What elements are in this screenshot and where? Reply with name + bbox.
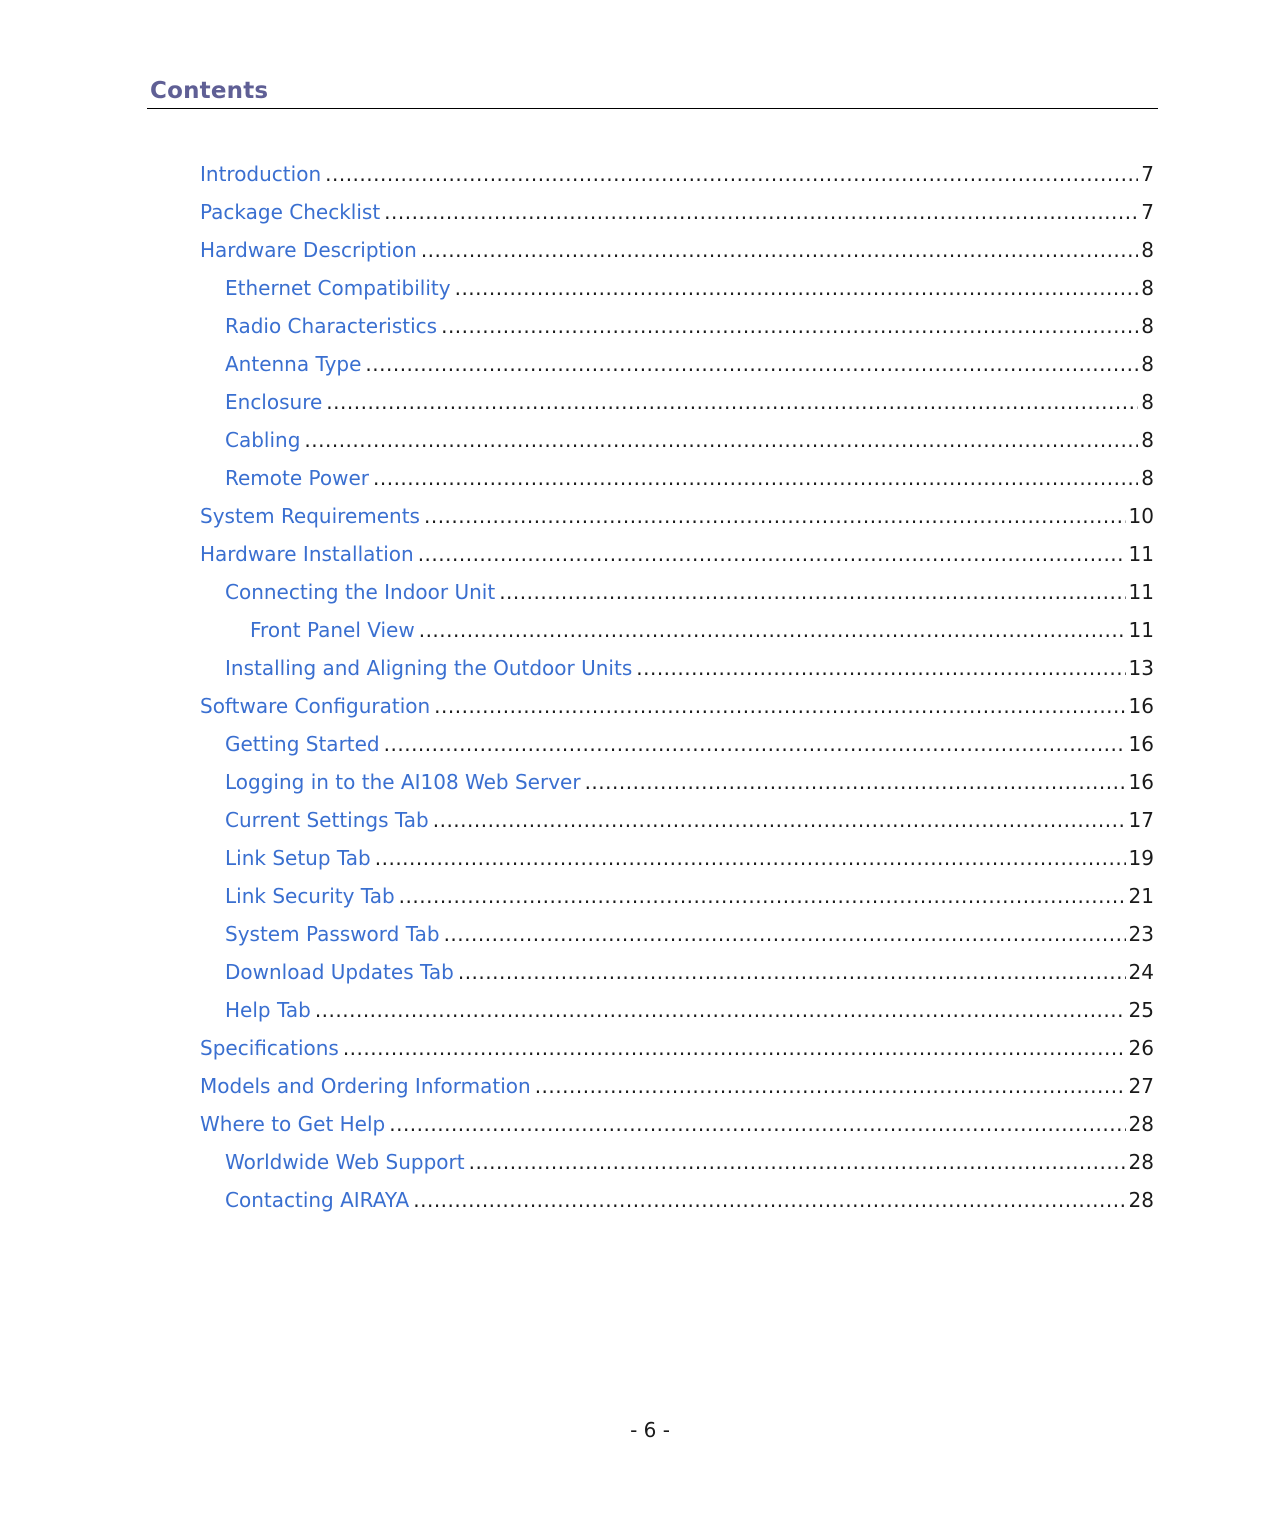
toc-dot-leader [413, 1188, 1125, 1212]
toc-dot-leader [325, 162, 1138, 186]
toc-entry[interactable] [225, 808, 1154, 846]
toc-entry-title[interactable]: Cabling [225, 428, 301, 452]
toc-entry-page: 13 [1128, 656, 1154, 680]
toc-entry-page: 28 [1128, 1112, 1154, 1136]
toc-entry-page: 10 [1128, 504, 1154, 528]
toc-entry-page: 8 [1141, 314, 1154, 338]
toc-entry[interactable] [225, 998, 1154, 1036]
toc-dot-leader [458, 960, 1126, 984]
toc-dot-leader [419, 618, 1126, 642]
toc-dot-leader [418, 542, 1126, 566]
toc-entry[interactable] [225, 1150, 1154, 1188]
toc-entry-page: 16 [1128, 732, 1154, 756]
toc-entry-page: 23 [1128, 922, 1154, 946]
toc-entry-page: 8 [1141, 466, 1154, 490]
page-number: - 6 - [630, 1418, 670, 1442]
heading-rule [147, 108, 1158, 109]
toc-entry[interactable] [225, 732, 1154, 770]
toc-entry[interactable] [225, 390, 1154, 428]
toc-dot-leader [326, 390, 1138, 414]
toc-entry-page: 28 [1128, 1188, 1154, 1212]
toc-entry[interactable] [200, 504, 1154, 542]
toc-dot-leader [444, 922, 1126, 946]
toc-entry-page: 8 [1141, 428, 1154, 452]
toc-entry-page: 8 [1141, 238, 1154, 262]
toc-entry-title[interactable]: Download Updates Tab [225, 960, 454, 984]
toc-entry[interactable] [200, 1036, 1154, 1074]
toc-entry[interactable] [225, 580, 1154, 618]
toc-entry[interactable] [200, 1074, 1154, 1112]
toc-dot-leader [375, 846, 1126, 870]
toc-entry-page: 7 [1141, 200, 1154, 224]
toc-entry[interactable] [225, 656, 1154, 694]
toc-entry-title[interactable]: Hardware Description [200, 238, 417, 262]
toc-entry-page: 11 [1128, 580, 1154, 604]
toc-entry-title[interactable]: Worldwide Web Support [225, 1150, 465, 1174]
toc-dot-leader [343, 1036, 1126, 1060]
table-of-contents [0, 162, 1275, 1226]
toc-dot-leader [365, 352, 1138, 376]
toc-entry-page: 19 [1128, 846, 1154, 870]
toc-entry-page: 21 [1128, 884, 1154, 908]
toc-entry[interactable] [200, 694, 1154, 732]
toc-entry-title[interactable]: Models and Ordering Information [200, 1074, 531, 1098]
toc-dot-leader [499, 580, 1125, 604]
toc-entry-title[interactable]: Link Security Tab [225, 884, 395, 908]
toc-entry-title[interactable]: Link Setup Tab [225, 846, 371, 870]
toc-entry-page: 28 [1128, 1150, 1154, 1174]
toc-entry-title[interactable]: Where to Get Help [200, 1112, 386, 1136]
toc-entry-title[interactable]: Hardware Installation [200, 542, 414, 566]
toc-dot-leader [535, 1074, 1126, 1098]
toc-entry-page: 8 [1141, 390, 1154, 414]
toc-entry-page: 25 [1128, 998, 1154, 1022]
toc-entry-title[interactable]: Specifications [200, 1036, 339, 1060]
toc-dot-leader [434, 694, 1125, 718]
toc-entry[interactable] [225, 314, 1154, 352]
toc-entry[interactable] [225, 884, 1154, 922]
toc-entry-page: 11 [1128, 542, 1154, 566]
toc-entry-page: 11 [1128, 618, 1154, 642]
toc-entry-page: 17 [1128, 808, 1154, 832]
toc-entry-title[interactable]: Connecting the Indoor Unit [225, 580, 496, 604]
toc-entry-title[interactable]: Enclosure [225, 390, 323, 414]
toc-entry-page: 16 [1128, 694, 1154, 718]
toc-entry[interactable] [225, 1188, 1154, 1226]
toc-entry[interactable] [200, 162, 1154, 200]
toc-entry[interactable] [225, 960, 1154, 998]
toc-entry-title[interactable]: Getting Started [225, 732, 380, 756]
toc-dot-leader [455, 276, 1139, 300]
toc-entry-page: 16 [1128, 770, 1154, 794]
toc-entry-page: 8 [1141, 352, 1154, 376]
toc-entry-page: 26 [1128, 1036, 1154, 1060]
toc-entry[interactable] [250, 618, 1154, 656]
toc-entry[interactable] [225, 846, 1154, 884]
toc-dot-leader [636, 656, 1125, 680]
toc-entry-title[interactable]: Radio Characteristics [225, 314, 438, 338]
toc-entry-title[interactable]: Current Settings Tab [225, 808, 429, 832]
toc-entry-page: 7 [1141, 162, 1154, 186]
toc-dot-leader [373, 466, 1138, 490]
toc-dot-leader [424, 504, 1126, 528]
toc-dot-leader [399, 884, 1126, 908]
toc-entry[interactable] [200, 200, 1154, 238]
toc-entry-title[interactable]: Front Panel View [250, 618, 415, 642]
toc-entry[interactable] [225, 922, 1154, 960]
toc-entry-page: 24 [1128, 960, 1154, 984]
toc-dot-leader [304, 428, 1138, 452]
toc-entry-title[interactable]: Help Tab [225, 998, 311, 1022]
toc-entry-title[interactable]: Ethernet Compatibility [225, 276, 451, 300]
page-heading: Contents [150, 78, 269, 104]
toc-dot-leader [389, 1112, 1125, 1136]
toc-entry-title[interactable]: System Requirements [200, 504, 420, 528]
toc-dot-leader [384, 732, 1126, 756]
toc-entry[interactable] [200, 542, 1154, 580]
toc-entry-title[interactable]: Introduction [200, 162, 322, 186]
toc-entry-title[interactable]: Package Checklist [200, 200, 381, 224]
toc-dot-leader [433, 808, 1126, 832]
toc-dot-leader [469, 1150, 1126, 1174]
toc-entry-title[interactable]: Installing and Aligning the Outdoor Units [225, 656, 633, 680]
toc-dot-leader [585, 770, 1126, 794]
toc-entry[interactable] [200, 238, 1154, 276]
toc-entry-title[interactable]: Contacting AIRAYA [225, 1188, 410, 1212]
toc-entry-title[interactable]: Remote Power [225, 466, 369, 490]
toc-entry[interactable] [225, 770, 1154, 808]
toc-entry-title[interactable]: System Password Tab [225, 922, 440, 946]
toc-entry[interactable] [200, 1112, 1154, 1150]
toc-entry-page: 8 [1141, 276, 1154, 300]
toc-entry[interactable] [225, 276, 1154, 314]
toc-dot-leader [441, 314, 1138, 338]
toc-entry[interactable] [225, 428, 1154, 466]
toc-entry-title[interactable]: Software Configuration [200, 694, 431, 718]
toc-entry[interactable] [225, 352, 1154, 390]
toc-entry-title[interactable]: Logging in to the AI108 Web Server [225, 770, 581, 794]
toc-dot-leader [384, 200, 1138, 224]
toc-entry-page: 27 [1128, 1074, 1154, 1098]
toc-dot-leader [421, 238, 1138, 262]
toc-dot-leader [315, 998, 1126, 1022]
toc-entry[interactable] [225, 466, 1154, 504]
toc-entry-title[interactable]: Antenna Type [225, 352, 362, 376]
